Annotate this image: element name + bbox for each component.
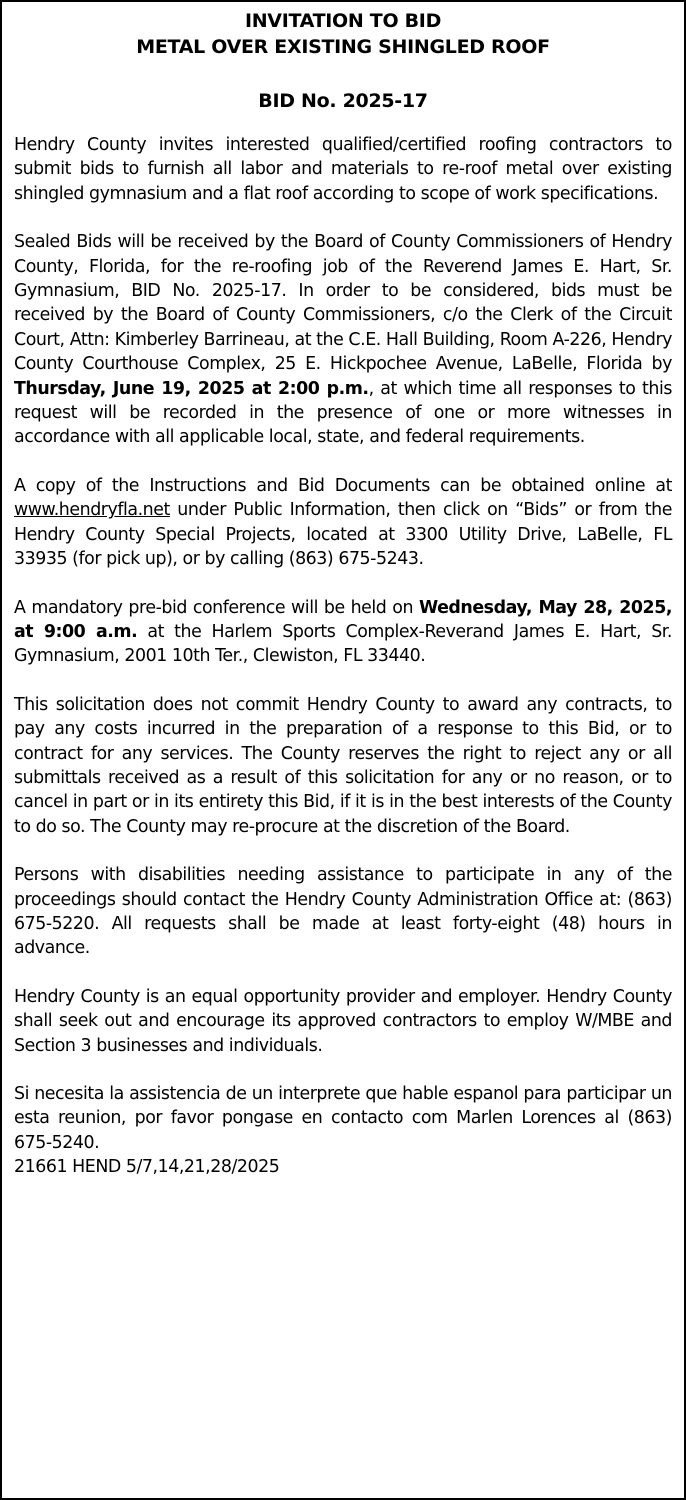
intro-paragraph: Hendry County invites interested qualified/certified roofing contractors to submit bids to furnish all labor and materials to re-roof metal over existing shingled gymnasium and a flat roof according to scope of work specifications. bbox=[14, 135, 672, 204]
documents-text-before: A copy of the Instructions and Bid Documents can be obtained online at bbox=[14, 475, 672, 496]
spanish-paragraph: Si necesita la assistencia de un interprete que hable espanol para participar un esta reunion, por favor pongase en contacto com Marlen Lorences al (863) 675-5240. bbox=[14, 1084, 672, 1153]
sealed-bids-text-after: , at which time all responses to this request will be recorded in the presence of one or more witnesses in accordance with all applicable local, state, and federal requirements. bbox=[14, 378, 672, 448]
bid-deadline: Thursday, June 19, 2025 at 2:00 p.m. bbox=[14, 378, 369, 399]
equal-opportunity-paragraph: Hendry County is an equal opportunity provider and employer. Hendry County shall seek out and encourage its approved contractors to employ W/MBE and Section 3 businesses and individuals. bbox=[14, 986, 672, 1056]
publication-reference: 21661 HEND 5/7,14,21,28/2025 bbox=[14, 1157, 280, 1178]
sealed-bids-paragraph bbox=[14, 230, 672, 450]
documents-paragraph bbox=[14, 474, 672, 572]
prebid-paragraph bbox=[14, 596, 672, 669]
county-website-link[interactable]: www.hendryfla.net bbox=[14, 500, 170, 521]
documents-text-after: under Public Information, then click on “Bids” or from the Hendry County Special Projects, located at 3300 Utility Drive, LaBelle, FL 33935 (for pick up), or by calling (863) 675-5243. bbox=[14, 500, 672, 570]
notice-title-line-1: INVITATION TO BID bbox=[244, 10, 442, 32]
disabilities-paragraph: Persons with disabilities needing assistance to participate in any of the proceedings should contact the Hendry County Administration Office at: (863) 675-5220. All requests shall be made at least forty-eight (48) hours in advance. bbox=[14, 865, 672, 959]
solicitation-paragraph: This solicitation does not commit Hendry County to award any contracts, to pay any costs incurred in the preparation of a response to this Bid, or to contract for any services. The County reserves the right to reject any or all submittals received as a result of this solicitation for any or no reason, or to cancel in part or in its entirety this Bid, if it is in the best interests of the County to do so. The County may re-procure at the discretion of the Board. bbox=[14, 694, 672, 837]
bid-number: BID No. 2025-17 bbox=[258, 90, 428, 112]
prebid-text-before: A mandatory pre-bid conference will be held on bbox=[14, 597, 419, 618]
prebid-text-after: at the Harlem Sports Complex-Reverand James E. Hart, Sr. Gymnasium, 2001 10th Ter., Clewiston, FL 33440. bbox=[14, 621, 672, 667]
notice-title-line-2: METAL OVER EXISTING SHINGLED ROOF bbox=[136, 36, 550, 58]
sealed-bids-text-before: Sealed Bids will be received by the Board of County Commissioners of Hendry County, Florida, for the re-roofing job of the Reverend James E. Hart, Sr. Gymnasium, BID No. 2025-17. In order to be considered, bids must be received by the Board of County Commissioners, c/o the Clerk of the Circuit Court, Attn: Kimberley Barrineau, at the C.E. Hall Building, Room A-226, Hendry County Courthouse Complex, 25 E. Hickpochee Avenue, LaBelle, Florida by bbox=[14, 232, 672, 375]
prebid-date: Wednesday, May 28, 2025, at 9:00 a.m. bbox=[14, 597, 673, 642]
